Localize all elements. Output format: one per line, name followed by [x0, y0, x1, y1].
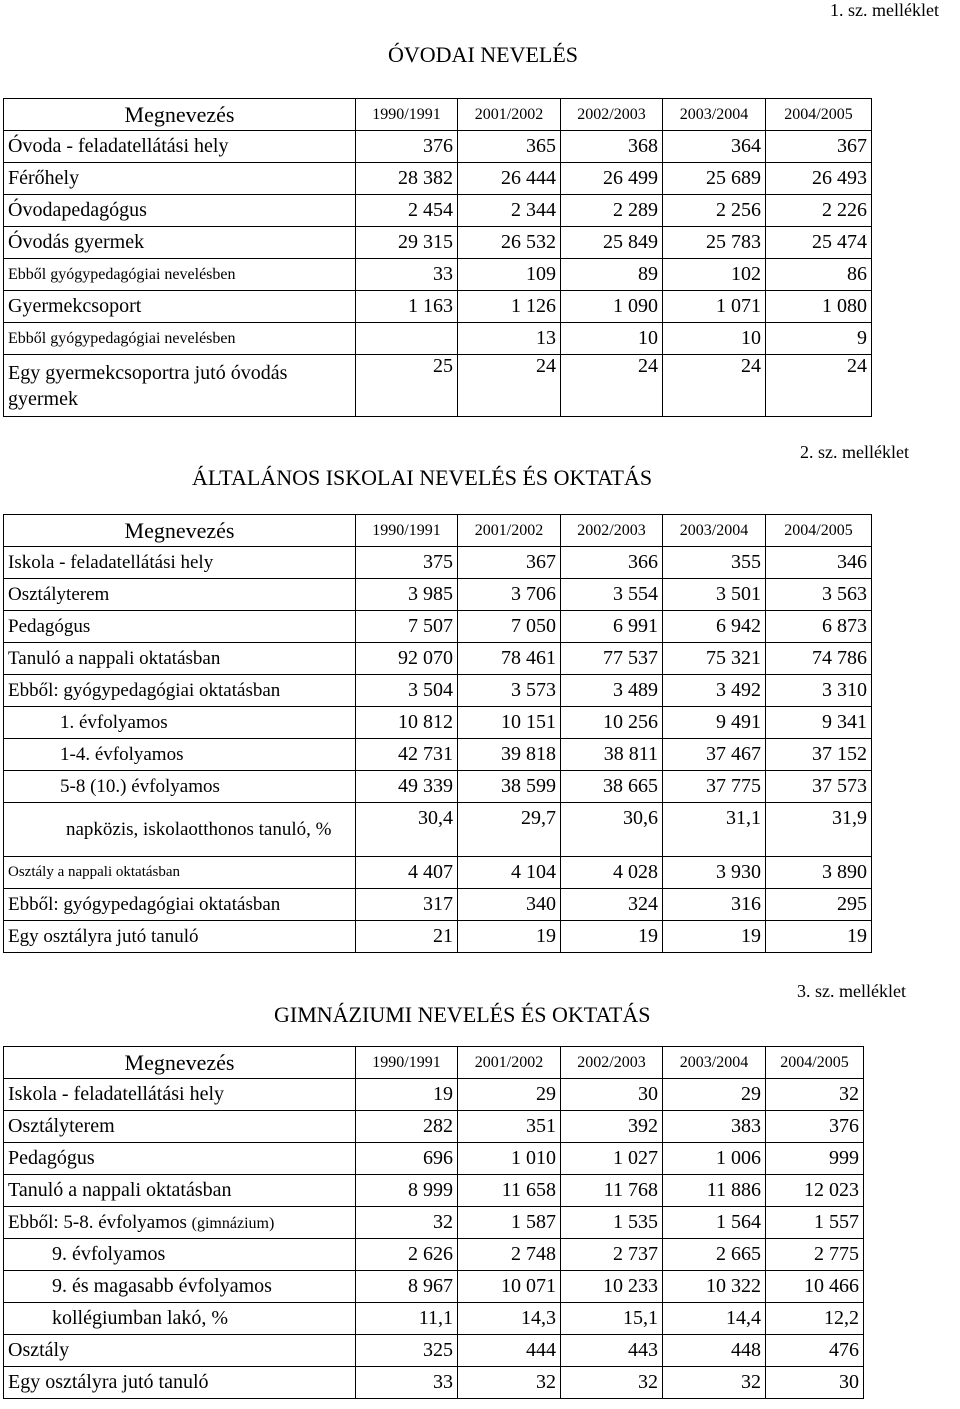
section-title-primary-school: ÁLTALÁNOS ISKOLAI NEVELÉS ÉS OKTATÁS	[192, 465, 653, 490]
cell: 32	[356, 1207, 458, 1239]
row-label: 9. és magasabb évfolyamos	[4, 1271, 356, 1303]
cell: 2 256	[663, 195, 766, 227]
cell: 1 090	[561, 291, 663, 323]
row-label: Ebből: gyógypedagógiai oktatásban	[4, 675, 356, 707]
table-row	[4, 355, 872, 417]
cell: 9 341	[766, 707, 872, 739]
cell: 26 493	[766, 163, 872, 195]
cell: 368	[561, 131, 663, 163]
cell: 38 665	[561, 771, 663, 803]
cell: 37 467	[663, 739, 766, 771]
cell: 2 344	[458, 195, 561, 227]
cell: 11 886	[663, 1175, 766, 1207]
cell: 346	[766, 547, 872, 579]
header-year: 2004/2005	[766, 99, 872, 131]
cell: 4 028	[561, 857, 663, 889]
cell: 1 071	[663, 291, 766, 323]
cell: 2 665	[663, 1239, 766, 1271]
table-row	[4, 1239, 864, 1271]
cell: 1 587	[458, 1207, 561, 1239]
cell: 6 942	[663, 611, 766, 643]
cell: 10 812	[356, 707, 458, 739]
cell: 9	[766, 323, 872, 355]
cell: 7 050	[458, 611, 561, 643]
cell: 31,1	[663, 803, 766, 857]
table-row	[4, 707, 872, 739]
table-row	[4, 739, 872, 771]
cell: 7 507	[356, 611, 458, 643]
header-name: Megnevezés	[4, 1047, 356, 1079]
row-label: Ebből gyógypedagógiai nevelésben	[4, 323, 356, 355]
cell: 26 499	[561, 163, 663, 195]
cell: 3 504	[356, 675, 458, 707]
cell: 26 444	[458, 163, 561, 195]
cell: 10 256	[561, 707, 663, 739]
cell: 29	[663, 1079, 766, 1111]
cell: 2 626	[356, 1239, 458, 1271]
cell: 10 322	[663, 1271, 766, 1303]
cell: 444	[458, 1335, 561, 1367]
table-row	[4, 1207, 864, 1239]
kindergarten-table	[3, 98, 872, 417]
table-row	[4, 611, 872, 643]
table-row	[4, 1303, 864, 1335]
cell: 11 768	[561, 1175, 663, 1207]
section-title-kindergarten: ÓVODAI NEVELÉS	[388, 42, 579, 67]
row-label: Férőhely	[4, 163, 356, 195]
table-row	[4, 1335, 864, 1367]
table-row	[4, 889, 872, 921]
cell: 10 466	[766, 1271, 864, 1303]
cell: 8 967	[356, 1271, 458, 1303]
cell: 325	[356, 1335, 458, 1367]
table-row	[4, 163, 872, 195]
cell: 19	[356, 1079, 458, 1111]
cell: 37 152	[766, 739, 872, 771]
cell: 3 501	[663, 579, 766, 611]
cell: 317	[356, 889, 458, 921]
row-label: Ebből: gyógypedagógiai oktatásban	[4, 889, 356, 921]
row-label: 1. évfolyamos	[4, 707, 356, 739]
row-label: Osztályterem	[4, 1111, 356, 1143]
cell: 31,9	[766, 803, 872, 857]
annex-label-3: 3. sz. melléklet	[797, 981, 906, 1001]
cell: 39 818	[458, 739, 561, 771]
cell: 38 811	[561, 739, 663, 771]
cell: 696	[356, 1143, 458, 1175]
cell: 24	[766, 355, 872, 417]
cell: 10 233	[561, 1271, 663, 1303]
cell: 78 461	[458, 643, 561, 675]
header-year: 2002/2003	[561, 1047, 663, 1079]
cell: 109	[458, 259, 561, 291]
table-row	[4, 579, 872, 611]
cell: 10	[663, 323, 766, 355]
cell: 30,6	[561, 803, 663, 857]
cell: 282	[356, 1111, 458, 1143]
row-label: Iskola - feladatellátási hely	[4, 1079, 356, 1111]
cell: 3 492	[663, 675, 766, 707]
table-row	[4, 771, 872, 803]
cell: 1 006	[663, 1143, 766, 1175]
cell: 21	[356, 921, 458, 953]
cell: 2 775	[766, 1239, 864, 1271]
cell: 19	[458, 921, 561, 953]
table-row	[4, 1175, 864, 1207]
row-label: Pedagógus	[4, 611, 356, 643]
table-row	[4, 547, 872, 579]
cell: 367	[458, 547, 561, 579]
cell: 25 783	[663, 227, 766, 259]
cell: 77 537	[561, 643, 663, 675]
table-row	[4, 675, 872, 707]
cell: 6 991	[561, 611, 663, 643]
cell: 376	[356, 131, 458, 163]
cell	[356, 323, 458, 355]
cell: 33	[356, 1367, 458, 1399]
row-label: 1-4. évfolyamos	[4, 739, 356, 771]
header-year: 2004/2005	[766, 1047, 864, 1079]
cell: 11,1	[356, 1303, 458, 1335]
cell: 10 151	[458, 707, 561, 739]
cell: 3 554	[561, 579, 663, 611]
header-year: 2001/2002	[458, 1047, 561, 1079]
cell: 102	[663, 259, 766, 291]
header-year: 2003/2004	[663, 99, 766, 131]
cell: 49 339	[356, 771, 458, 803]
cell: 443	[561, 1335, 663, 1367]
cell: 33	[356, 259, 458, 291]
row-label: Óvodapedagógus	[4, 195, 356, 227]
cell: 324	[561, 889, 663, 921]
cell: 316	[663, 889, 766, 921]
cell: 24	[458, 355, 561, 417]
cell: 1 080	[766, 291, 872, 323]
cell: 3 573	[458, 675, 561, 707]
row-label: Egy gyermekcsoportra jutó óvodás gyermek	[4, 355, 356, 417]
cell: 448	[663, 1335, 766, 1367]
cell: 1 557	[766, 1207, 864, 1239]
cell: 2 748	[458, 1239, 561, 1271]
cell: 37 573	[766, 771, 872, 803]
grammar-school-table	[3, 1046, 864, 1399]
cell: 1 027	[561, 1143, 663, 1175]
row-label: Osztály	[4, 1335, 356, 1367]
cell: 476	[766, 1335, 864, 1367]
cell: 29 315	[356, 227, 458, 259]
row-label: Tanuló a nappali oktatásban	[4, 1175, 356, 1207]
row-label: Óvoda - feladatellátási hely	[4, 131, 356, 163]
cell: 89	[561, 259, 663, 291]
cell: 3 985	[356, 579, 458, 611]
cell: 42 731	[356, 739, 458, 771]
row-label: Tanuló a nappali oktatásban	[4, 643, 356, 675]
section-title-grammar-school: GIMNÁZIUMI NEVELÉS ÉS OKTATÁS	[274, 1002, 651, 1027]
cell: 340	[458, 889, 561, 921]
cell: 2 737	[561, 1239, 663, 1271]
cell: 19	[663, 921, 766, 953]
cell: 15,1	[561, 1303, 663, 1335]
cell: 366	[561, 547, 663, 579]
cell: 11 658	[458, 1175, 561, 1207]
row-label-main: Ebből: 5-8. évfolyamos	[8, 1211, 187, 1233]
cell: 9 491	[663, 707, 766, 739]
cell: 355	[663, 547, 766, 579]
cell: 30	[766, 1367, 864, 1399]
row-label: Pedagógus	[4, 1143, 356, 1175]
header-year: 1990/1991	[356, 515, 458, 547]
cell: 32	[766, 1079, 864, 1111]
cell: 75 321	[663, 643, 766, 675]
cell: 28 382	[356, 163, 458, 195]
cell: 37 775	[663, 771, 766, 803]
cell: 25 849	[561, 227, 663, 259]
header-name: Megnevezés	[4, 515, 356, 547]
row-label: Iskola - feladatellátási hely	[4, 547, 356, 579]
cell: 32	[458, 1367, 561, 1399]
cell: 367	[766, 131, 872, 163]
cell: 26 532	[458, 227, 561, 259]
primary-school-table	[3, 514, 872, 953]
cell: 295	[766, 889, 872, 921]
header-year: 2001/2002	[458, 99, 561, 131]
cell: 2 289	[561, 195, 663, 227]
cell: 10	[561, 323, 663, 355]
table-row	[4, 1271, 864, 1303]
cell: 29	[458, 1079, 561, 1111]
header-year: 1990/1991	[356, 1047, 458, 1079]
cell: 12 023	[766, 1175, 864, 1207]
cell: 38 599	[458, 771, 561, 803]
cell: 25 689	[663, 163, 766, 195]
cell: 29,7	[458, 803, 561, 857]
header-year: 2004/2005	[766, 515, 872, 547]
row-label: Óvodás gyermek	[4, 227, 356, 259]
table-row	[4, 803, 872, 857]
cell: 1 564	[663, 1207, 766, 1239]
cell: 6 873	[766, 611, 872, 643]
cell: 14,3	[458, 1303, 561, 1335]
cell: 30,4	[356, 803, 458, 857]
header-year: 1990/1991	[356, 99, 458, 131]
cell: 3 489	[561, 675, 663, 707]
cell: 32	[561, 1367, 663, 1399]
cell: 92 070	[356, 643, 458, 675]
cell: 8 999	[356, 1175, 458, 1207]
cell: 4 104	[458, 857, 561, 889]
cell: 24	[561, 355, 663, 417]
cell: 376	[766, 1111, 864, 1143]
row-label	[4, 1207, 356, 1239]
table-row	[4, 291, 872, 323]
cell: 2 226	[766, 195, 872, 227]
header-name: Megnevezés	[4, 99, 356, 131]
row-label: Ebből gyógypedagógiai nevelésben	[4, 259, 356, 291]
row-label: 9. évfolyamos	[4, 1239, 356, 1271]
table-row	[4, 857, 872, 889]
cell: 383	[663, 1111, 766, 1143]
row-label: kollégiumban lakó, %	[4, 1303, 356, 1335]
cell: 19	[561, 921, 663, 953]
cell: 1 126	[458, 291, 561, 323]
row-label: Egy osztályra jutó tanuló	[4, 921, 356, 953]
header-year: 2001/2002	[458, 515, 561, 547]
cell: 4 407	[356, 857, 458, 889]
table-row	[4, 195, 872, 227]
row-label: 5-8 (10.) évfolyamos	[4, 771, 356, 803]
cell: 3 706	[458, 579, 561, 611]
annex-label-2: 2. sz. melléklet	[800, 442, 909, 462]
row-label: Gyermekcsoport	[4, 291, 356, 323]
cell: 30	[561, 1079, 663, 1111]
row-label: Osztály a nappali oktatásban	[4, 857, 356, 889]
cell: 1 010	[458, 1143, 561, 1175]
table-row	[4, 1367, 864, 1399]
header-year: 2002/2003	[561, 515, 663, 547]
table-row	[4, 323, 872, 355]
row-label: Egy osztályra jutó tanuló	[4, 1367, 356, 1399]
cell: 1 163	[356, 291, 458, 323]
table-row	[4, 643, 872, 675]
cell: 375	[356, 547, 458, 579]
cell: 364	[663, 131, 766, 163]
cell: 14,4	[663, 1303, 766, 1335]
row-label-suffix: (gimnázium)	[191, 1214, 275, 1232]
cell: 3 563	[766, 579, 872, 611]
cell: 25 474	[766, 227, 872, 259]
cell: 351	[458, 1111, 561, 1143]
header-year: 2002/2003	[561, 99, 663, 131]
cell: 13	[458, 323, 561, 355]
cell: 10 071	[458, 1271, 561, 1303]
table-row	[4, 227, 872, 259]
cell: 12,2	[766, 1303, 864, 1335]
row-label: napközis, iskolaotthonos tanuló, %	[4, 803, 356, 857]
cell: 25	[356, 355, 458, 417]
annex-label-1: 1. sz. melléklet	[830, 0, 939, 20]
cell: 3 890	[766, 857, 872, 889]
table-row	[4, 1111, 864, 1143]
cell: 86	[766, 259, 872, 291]
table-row	[4, 1079, 864, 1111]
cell: 74 786	[766, 643, 872, 675]
table-row	[4, 921, 872, 953]
row-label: Osztályterem	[4, 579, 356, 611]
table-row	[4, 1143, 864, 1175]
cell: 3 310	[766, 675, 872, 707]
table-row	[4, 131, 872, 163]
cell: 19	[766, 921, 872, 953]
cell: 3 930	[663, 857, 766, 889]
cell: 999	[766, 1143, 864, 1175]
cell: 392	[561, 1111, 663, 1143]
cell: 2 454	[356, 195, 458, 227]
header-year: 2003/2004	[663, 1047, 766, 1079]
cell: 32	[663, 1367, 766, 1399]
cell: 365	[458, 131, 561, 163]
table-row	[4, 259, 872, 291]
cell: 1 535	[561, 1207, 663, 1239]
header-year: 2003/2004	[663, 515, 766, 547]
cell: 24	[663, 355, 766, 417]
